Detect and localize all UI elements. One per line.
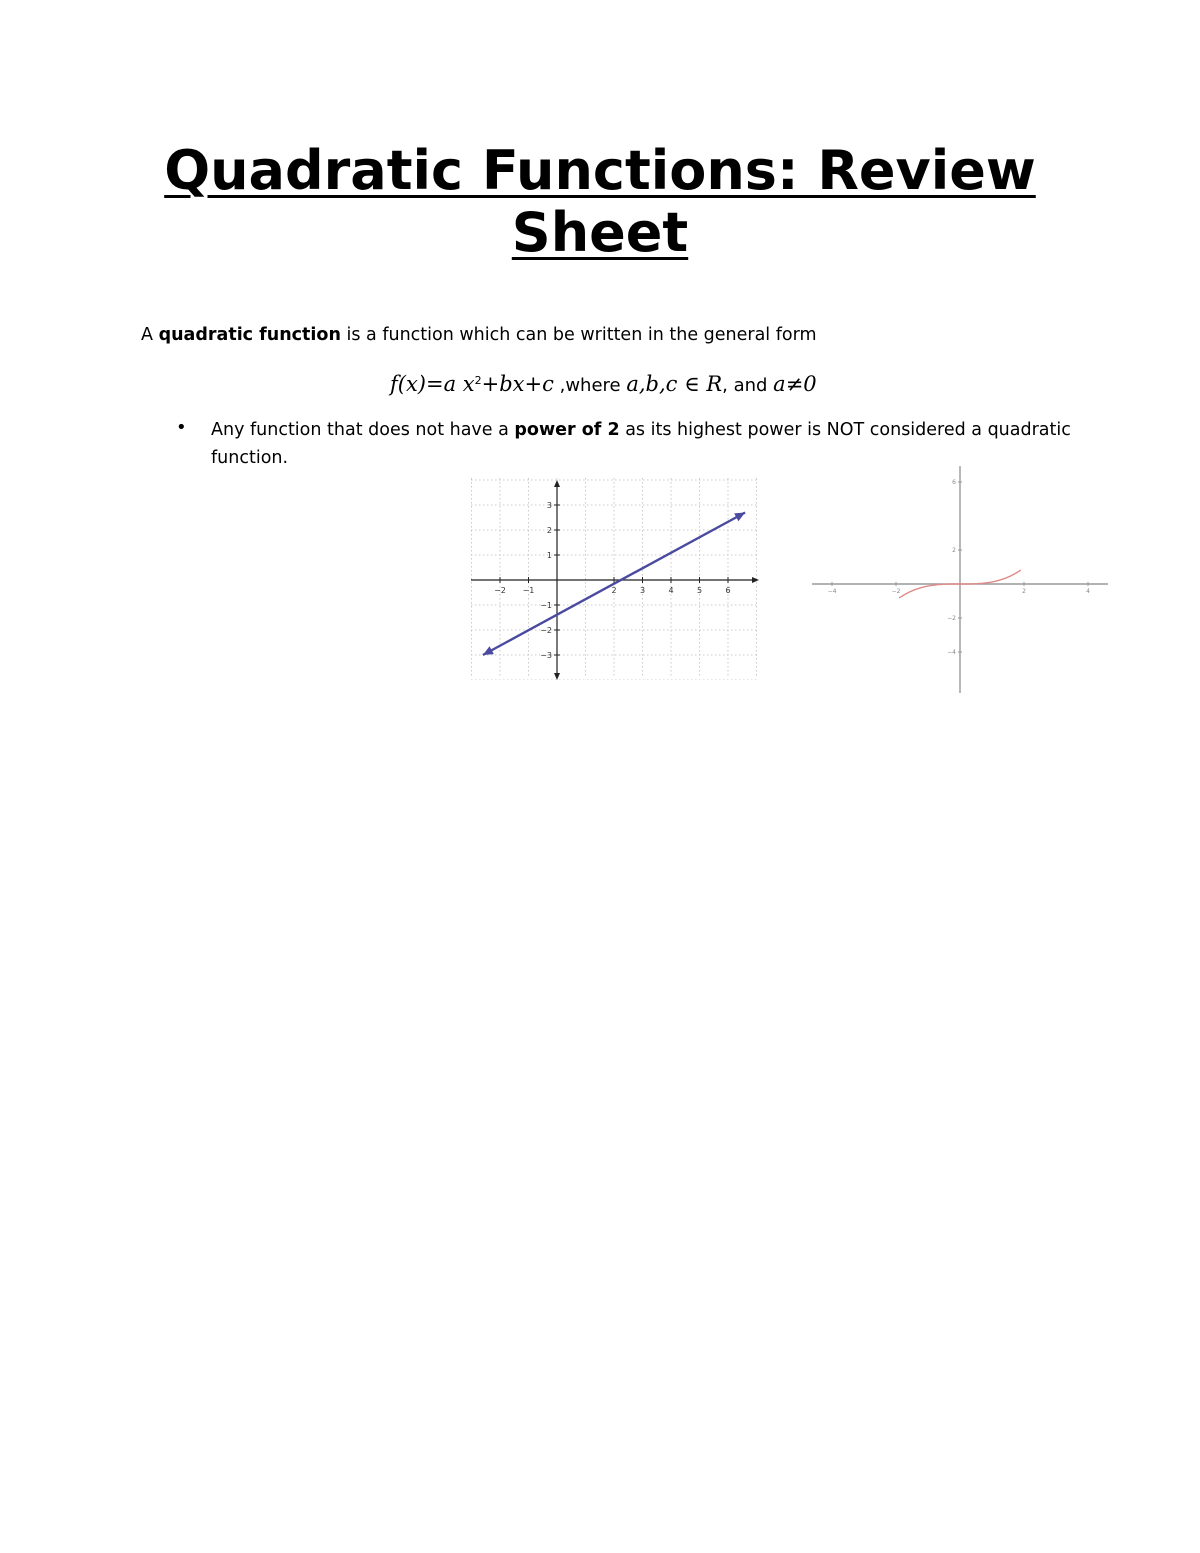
bullet-part1: Any function that does not have a: [211, 420, 515, 440]
formula-and: , and: [722, 375, 774, 396]
formula-rhs: +bx+c: [481, 372, 554, 396]
x-tick-label: 6: [725, 586, 731, 595]
formula-set: R: [706, 372, 723, 396]
y-tick-label: −3: [540, 651, 552, 660]
x-tick-label: −4: [827, 588, 837, 595]
general-form-formula: [390, 367, 817, 400]
x-tick-label: 3: [639, 586, 646, 595]
cubic-function-graph: [810, 463, 1110, 695]
linear-function-line: [483, 513, 745, 656]
bullet-marker: •: [176, 417, 187, 438]
y-tick-label: −2: [947, 615, 956, 622]
y-tick-label: 2: [952, 547, 956, 554]
y-tick-label: −1: [540, 601, 552, 610]
y-tick-label: 3: [546, 501, 552, 510]
intro-prefix: A: [141, 325, 153, 345]
x-tick-label: 4: [1086, 588, 1090, 595]
y-tick-label: −4: [947, 649, 956, 656]
x-tick-label: −1: [522, 586, 535, 595]
formula-exponent: 2: [474, 374, 482, 387]
formula-where: ,where: [553, 375, 627, 396]
formula-lhs: f(x)=a x: [390, 372, 475, 396]
x-tick-label: −2: [891, 588, 901, 595]
x-tick-label: 2: [1022, 588, 1026, 595]
formula-vars: a,b,c: [626, 372, 678, 396]
bullet-part2: as its highest power is NOT considered a quadratic function.: [211, 420, 1071, 468]
x-tick-label: 2: [611, 586, 617, 595]
intro-term: quadratic function: [158, 325, 341, 345]
y-axis-arrow-top: [554, 480, 560, 487]
bullet-emphasis: power of 2: [514, 420, 620, 440]
x-tick-label: 5: [696, 586, 703, 595]
y-axis-arrow-bottom: [554, 673, 560, 680]
page-title: Quadratic Functions: Review Sheet: [164, 139, 1036, 264]
formula-condition: a≠0: [773, 372, 817, 396]
y-tick-label: −2: [540, 626, 552, 635]
x-tick-label: −2: [494, 586, 506, 595]
formula-member: ∈: [677, 372, 707, 396]
intro-paragraph: [141, 323, 817, 347]
x-axis-arrow: [752, 577, 759, 583]
intro-rest: is a function which can be written in the general form: [346, 325, 817, 345]
x-tick-label: 4: [668, 586, 674, 595]
linear-function-graph: [463, 466, 773, 680]
y-tick-label: 6: [952, 479, 956, 486]
y-tick-label: 1: [546, 551, 552, 560]
y-tick-label: 2: [546, 526, 552, 535]
